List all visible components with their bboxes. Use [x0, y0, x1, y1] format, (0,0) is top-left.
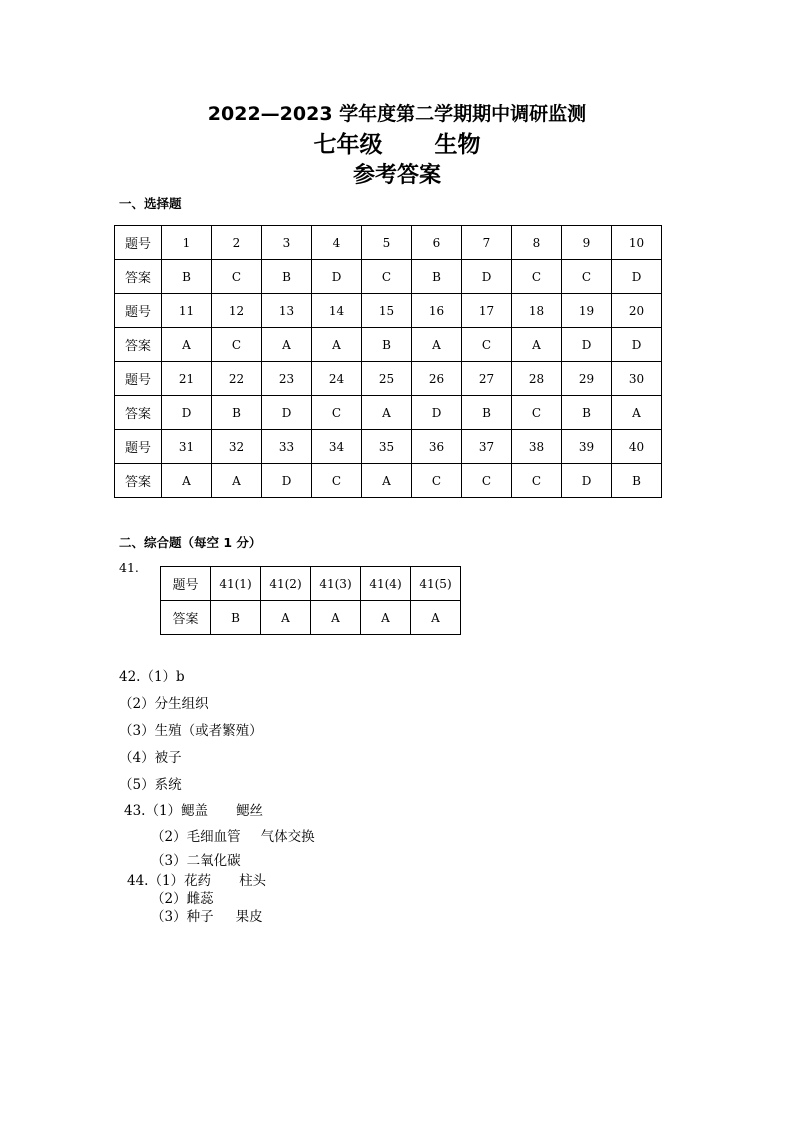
question-number: 41(2)	[261, 567, 311, 601]
question-number: 3	[262, 226, 312, 260]
question-number: 35	[362, 430, 412, 464]
question-number: 14	[312, 294, 362, 328]
question-number: 41(5)	[411, 567, 461, 601]
q44-line	[151, 887, 214, 907]
answer-cell: B	[211, 601, 261, 635]
answer-cell: C	[462, 328, 512, 362]
question-number: 20	[612, 294, 662, 328]
q41-answer-table	[160, 566, 461, 635]
answer-cell: C	[512, 464, 562, 498]
row-label: 答案	[161, 601, 211, 635]
answer-cell: B	[162, 260, 212, 294]
q44-line	[151, 905, 263, 925]
question-number: 17	[462, 294, 512, 328]
question-number: 40	[612, 430, 662, 464]
question-number: 6	[412, 226, 462, 260]
row-label: 答案	[115, 328, 162, 362]
question-number: 36	[412, 430, 462, 464]
answer-cell: A	[162, 464, 212, 498]
table-row	[115, 396, 662, 430]
question-number: 24	[312, 362, 362, 396]
q44-answer: 雌蕊	[186, 891, 214, 907]
row-label: 题号	[115, 430, 162, 464]
q43-line	[124, 799, 263, 819]
answer-cell: A	[512, 328, 562, 362]
answer-cell: A	[362, 464, 412, 498]
answer-cell: C	[412, 464, 462, 498]
question-number: 16	[412, 294, 462, 328]
table-row	[161, 567, 461, 601]
question-number: 28	[512, 362, 562, 396]
answer-cell: B	[262, 260, 312, 294]
answer-cell: D	[612, 328, 662, 362]
question-number: 41(3)	[311, 567, 361, 601]
q42-line: （2）分生组织	[119, 696, 209, 712]
q42-line: （5）系统	[119, 777, 182, 793]
question-number: 25	[362, 362, 412, 396]
answer-cell: D	[612, 260, 662, 294]
q42-line: （4）被子	[119, 750, 182, 766]
answer-cell: B	[562, 396, 612, 430]
question-number: 22	[212, 362, 262, 396]
answer-cell: C	[512, 396, 562, 430]
row-label: 题号	[115, 294, 162, 328]
answer-cell: D	[262, 396, 312, 430]
answer-cell: A	[362, 396, 412, 430]
question-number: 11	[162, 294, 212, 328]
question-number: 13	[262, 294, 312, 328]
q43-answer: 气体交换	[260, 829, 315, 845]
question-number: 5	[362, 226, 412, 260]
answer-cell: D	[162, 396, 212, 430]
answer-cell: A	[261, 601, 311, 635]
question-number: 37	[462, 430, 512, 464]
q43-prefix: （2）	[151, 829, 187, 845]
question-number: 1	[162, 226, 212, 260]
row-label: 题号	[115, 362, 162, 396]
q42-line: 42.（1）b	[119, 669, 185, 685]
question-number: 12	[212, 294, 262, 328]
question-number: 26	[412, 362, 462, 396]
section1-heading: 一、选择题	[119, 196, 182, 211]
question-number: 4	[312, 226, 362, 260]
question-number: 18	[512, 294, 562, 328]
answer-cell: A	[361, 601, 411, 635]
question-number: 41(1)	[211, 567, 261, 601]
row-label: 答案	[115, 260, 162, 294]
answer-cell: B	[412, 260, 462, 294]
question-number: 39	[562, 430, 612, 464]
answer-cell: A	[612, 396, 662, 430]
row-label: 答案	[115, 464, 162, 498]
question-number: 8	[512, 226, 562, 260]
q43-line	[151, 849, 241, 869]
answer-cell: C	[312, 396, 362, 430]
answer-cell: A	[162, 328, 212, 362]
doc-title: 参考答案	[352, 163, 441, 188]
q44-answer: 果皮	[235, 909, 263, 925]
q44-answer: 种子	[186, 909, 214, 925]
q44-answer: 花药	[184, 873, 212, 889]
answer-cell: C	[362, 260, 412, 294]
answer-cell: D	[312, 260, 362, 294]
question-number: 2	[212, 226, 262, 260]
q41-label: 41.	[119, 560, 139, 575]
question-number: 9	[562, 226, 612, 260]
question-number: 38	[512, 430, 562, 464]
question-number: 15	[362, 294, 412, 328]
answer-cell: D	[462, 260, 512, 294]
question-number: 29	[562, 362, 612, 396]
answer-cell: D	[562, 328, 612, 362]
answer-cell: D	[262, 464, 312, 498]
q44-prefix: （2）	[151, 891, 187, 907]
question-number: 30	[612, 362, 662, 396]
question-number: 23	[262, 362, 312, 396]
answer-cell: A	[412, 328, 462, 362]
table-row	[115, 260, 662, 294]
grade: 七年级	[313, 132, 383, 158]
question-number: 31	[162, 430, 212, 464]
table-row	[115, 430, 662, 464]
grade-subject	[0, 126, 794, 159]
q44-answer: 柱头	[239, 873, 267, 889]
subject: 生物	[434, 132, 481, 158]
row-label: 答案	[115, 396, 162, 430]
answer-cell: B	[612, 464, 662, 498]
q42-line: （3）生殖（或者繁殖）	[119, 723, 263, 739]
question-number: 19	[562, 294, 612, 328]
question-number: 7	[462, 226, 512, 260]
choice-answer-table	[114, 225, 662, 498]
section2-heading: 二、综合题（每空 1 分）	[119, 535, 262, 550]
answer-cell: C	[212, 260, 262, 294]
q43-answer: 毛细血管	[186, 829, 241, 845]
q43-prefix: （3）	[151, 853, 187, 869]
question-number: 32	[212, 430, 262, 464]
table-row	[115, 362, 662, 396]
answer-cell: D	[562, 464, 612, 498]
q43-answer: 鳃盖	[181, 803, 209, 819]
question-number: 10	[612, 226, 662, 260]
q43-answer: 鳃丝	[236, 803, 264, 819]
answer-cell: C	[562, 260, 612, 294]
q43-prefix: 43.（1）	[124, 803, 182, 819]
table-row	[161, 601, 461, 635]
answer-cell: C	[312, 464, 362, 498]
answer-cell: A	[312, 328, 362, 362]
answer-cell: C	[212, 328, 262, 362]
exam-title: 2022—2023 学年度第二学期期中调研监测	[207, 103, 587, 125]
table-row	[115, 464, 662, 498]
question-number: 27	[462, 362, 512, 396]
table-row	[115, 328, 662, 362]
q44-prefix: 44.（1）	[127, 873, 185, 889]
q43-line	[151, 825, 315, 845]
answer-cell: B	[462, 396, 512, 430]
answer-cell: C	[462, 464, 512, 498]
row-label: 题号	[161, 567, 211, 601]
q44-prefix: （3）	[151, 909, 187, 925]
answer-cell: C	[512, 260, 562, 294]
answer-cell: A	[311, 601, 361, 635]
answer-cell: A	[262, 328, 312, 362]
answer-cell: B	[362, 328, 412, 362]
table-row	[115, 294, 662, 328]
question-number: 34	[312, 430, 362, 464]
question-number: 41(4)	[361, 567, 411, 601]
q44-line	[127, 869, 266, 889]
question-number: 21	[162, 362, 212, 396]
answer-cell: A	[411, 601, 461, 635]
q43-answer: 二氧化碳	[186, 853, 241, 869]
question-number: 33	[262, 430, 312, 464]
answer-cell: B	[212, 396, 262, 430]
answer-cell: A	[212, 464, 262, 498]
answer-cell: D	[412, 396, 462, 430]
table-row	[115, 226, 662, 260]
row-label: 题号	[115, 226, 162, 260]
